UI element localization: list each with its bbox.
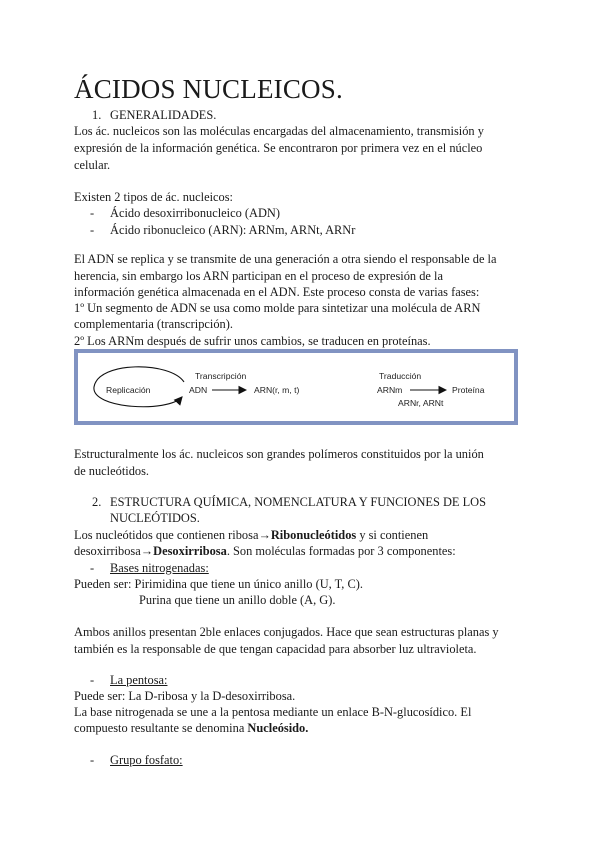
label-traduccion: Traducción — [379, 371, 422, 381]
list-item-arn: Ácido ribonucleico (ARN): ARNm, ARNt, ARNr — [110, 223, 356, 237]
subheading-fosfato: Grupo fosfato: — [110, 753, 183, 767]
label-arn-types: ARN(r, m, t) — [254, 385, 300, 395]
para-line: complementaria (transcripción). — [74, 317, 233, 331]
para-line: 2º Los ARNm después de sufrir unos cambios, se traducen en proteínas. — [74, 334, 431, 348]
text-fragment: compuesto resultante se denomina — [74, 721, 248, 735]
arrow-glyph: → — [140, 544, 154, 558]
central-dogma-diagram — [74, 349, 518, 425]
label-replicacion: Replicación — [106, 385, 151, 395]
page-title: ÁCIDOS NUCLEICOS. — [74, 74, 343, 104]
para-line: información genética almacenada en el ADN. Este proceso consta de varias fases: — [74, 285, 480, 299]
pentosa-line — [74, 720, 308, 737]
term-nucleosido: Nucleósido. — [247, 721, 309, 735]
text-fragment: . Son moléculas formadas por 3 componentes: — [226, 544, 456, 558]
text-fragment: desoxirribosa — [74, 544, 141, 558]
term-desoxirribosa: Desoxirribosa — [153, 544, 227, 558]
bullet-dash: - — [90, 561, 95, 575]
label-proteina: Proteína — [452, 385, 485, 395]
intro-line: celular. — [74, 158, 111, 172]
para-line: El ADN se replica y se transmite de una generación a otra siendo el responsable de la — [74, 252, 497, 266]
structural-line: Estructuralmente los ác. nucleicos son grandes polímeros constituidos por la unión — [74, 447, 484, 461]
bullet-dash: - — [90, 753, 95, 767]
label-cofactors: ARNr, ARNt — [398, 398, 444, 408]
bullet-dash: - — [90, 673, 95, 687]
bases-line: Purina que tiene un anillo doble (A, G). — [139, 593, 336, 607]
rings-line: Ambos anillos presentan 2ble enlaces conjugados. Hace que sean estructuras planas y — [74, 625, 499, 639]
diagram-svg — [78, 353, 514, 421]
text-fragment: y si contienen — [356, 528, 429, 542]
section-1-heading: GENERALIDADES. — [110, 108, 217, 122]
bullet-dash: - — [90, 223, 95, 237]
intro-line: expresión de la información genética. Se encontraron por primera vez en el núcleo — [74, 141, 483, 155]
nucleotide-def-line-1 — [74, 527, 428, 544]
bullet-dash: - — [90, 206, 95, 220]
section-2-heading-line-1: ESTRUCTURA QUÍMICA, NOMENCLATURA Y FUNCIONES DE LOS — [110, 495, 486, 509]
list-item-adn: Ácido desoxirribonucleico (ADN) — [110, 206, 280, 220]
nucleotide-def-line-2 — [74, 543, 456, 560]
section-2-heading-line-2: NUCLEÓTIDOS. — [110, 511, 200, 525]
section-1-number: 1. — [92, 108, 102, 122]
label-arnm: ARNm — [377, 385, 403, 395]
section-2-number: 2. — [92, 495, 102, 509]
subheading-pentosa: La pentosa: — [110, 673, 168, 687]
pentosa-line: La base nitrogenada se une a la pentosa mediante un enlace B-N-glucosídico. El — [74, 705, 472, 719]
types-intro: Existen 2 tipos de ác. nucleicos: — [74, 190, 233, 204]
arrow-glyph: → — [258, 528, 271, 542]
intro-line: Los ác. nucleicos son las moléculas encargadas del almacenamiento, transmisión y — [74, 124, 484, 138]
bases-line: Pueden ser: Pirimidina que tiene un único anillo (U, T, C). — [74, 577, 363, 591]
para-line: 1º Un segmento de ADN se usa como molde para sintetizar una molécula de ARN — [74, 301, 481, 315]
rings-line: también es la responsable de que tengan capacidad para absorber luz ultravioleta. — [74, 642, 477, 656]
subheading-bases: Bases nitrogenadas: — [110, 561, 209, 575]
label-transcripcion: Transcripción — [195, 371, 247, 381]
structural-line: de nucleótidos. — [74, 464, 150, 478]
pentosa-line: Puede ser: La D-ribosa y la D-desoxirribosa. — [74, 689, 296, 703]
label-adn: ADN — [189, 385, 208, 395]
term-ribonucleotidos: Ribonucleótidos — [270, 528, 357, 542]
para-line: herencia, sin embargo los ARN participan en el proceso de expresión de la — [74, 269, 443, 283]
text-fragment: Los nucleótidos que contienen ribosa — [74, 528, 259, 542]
